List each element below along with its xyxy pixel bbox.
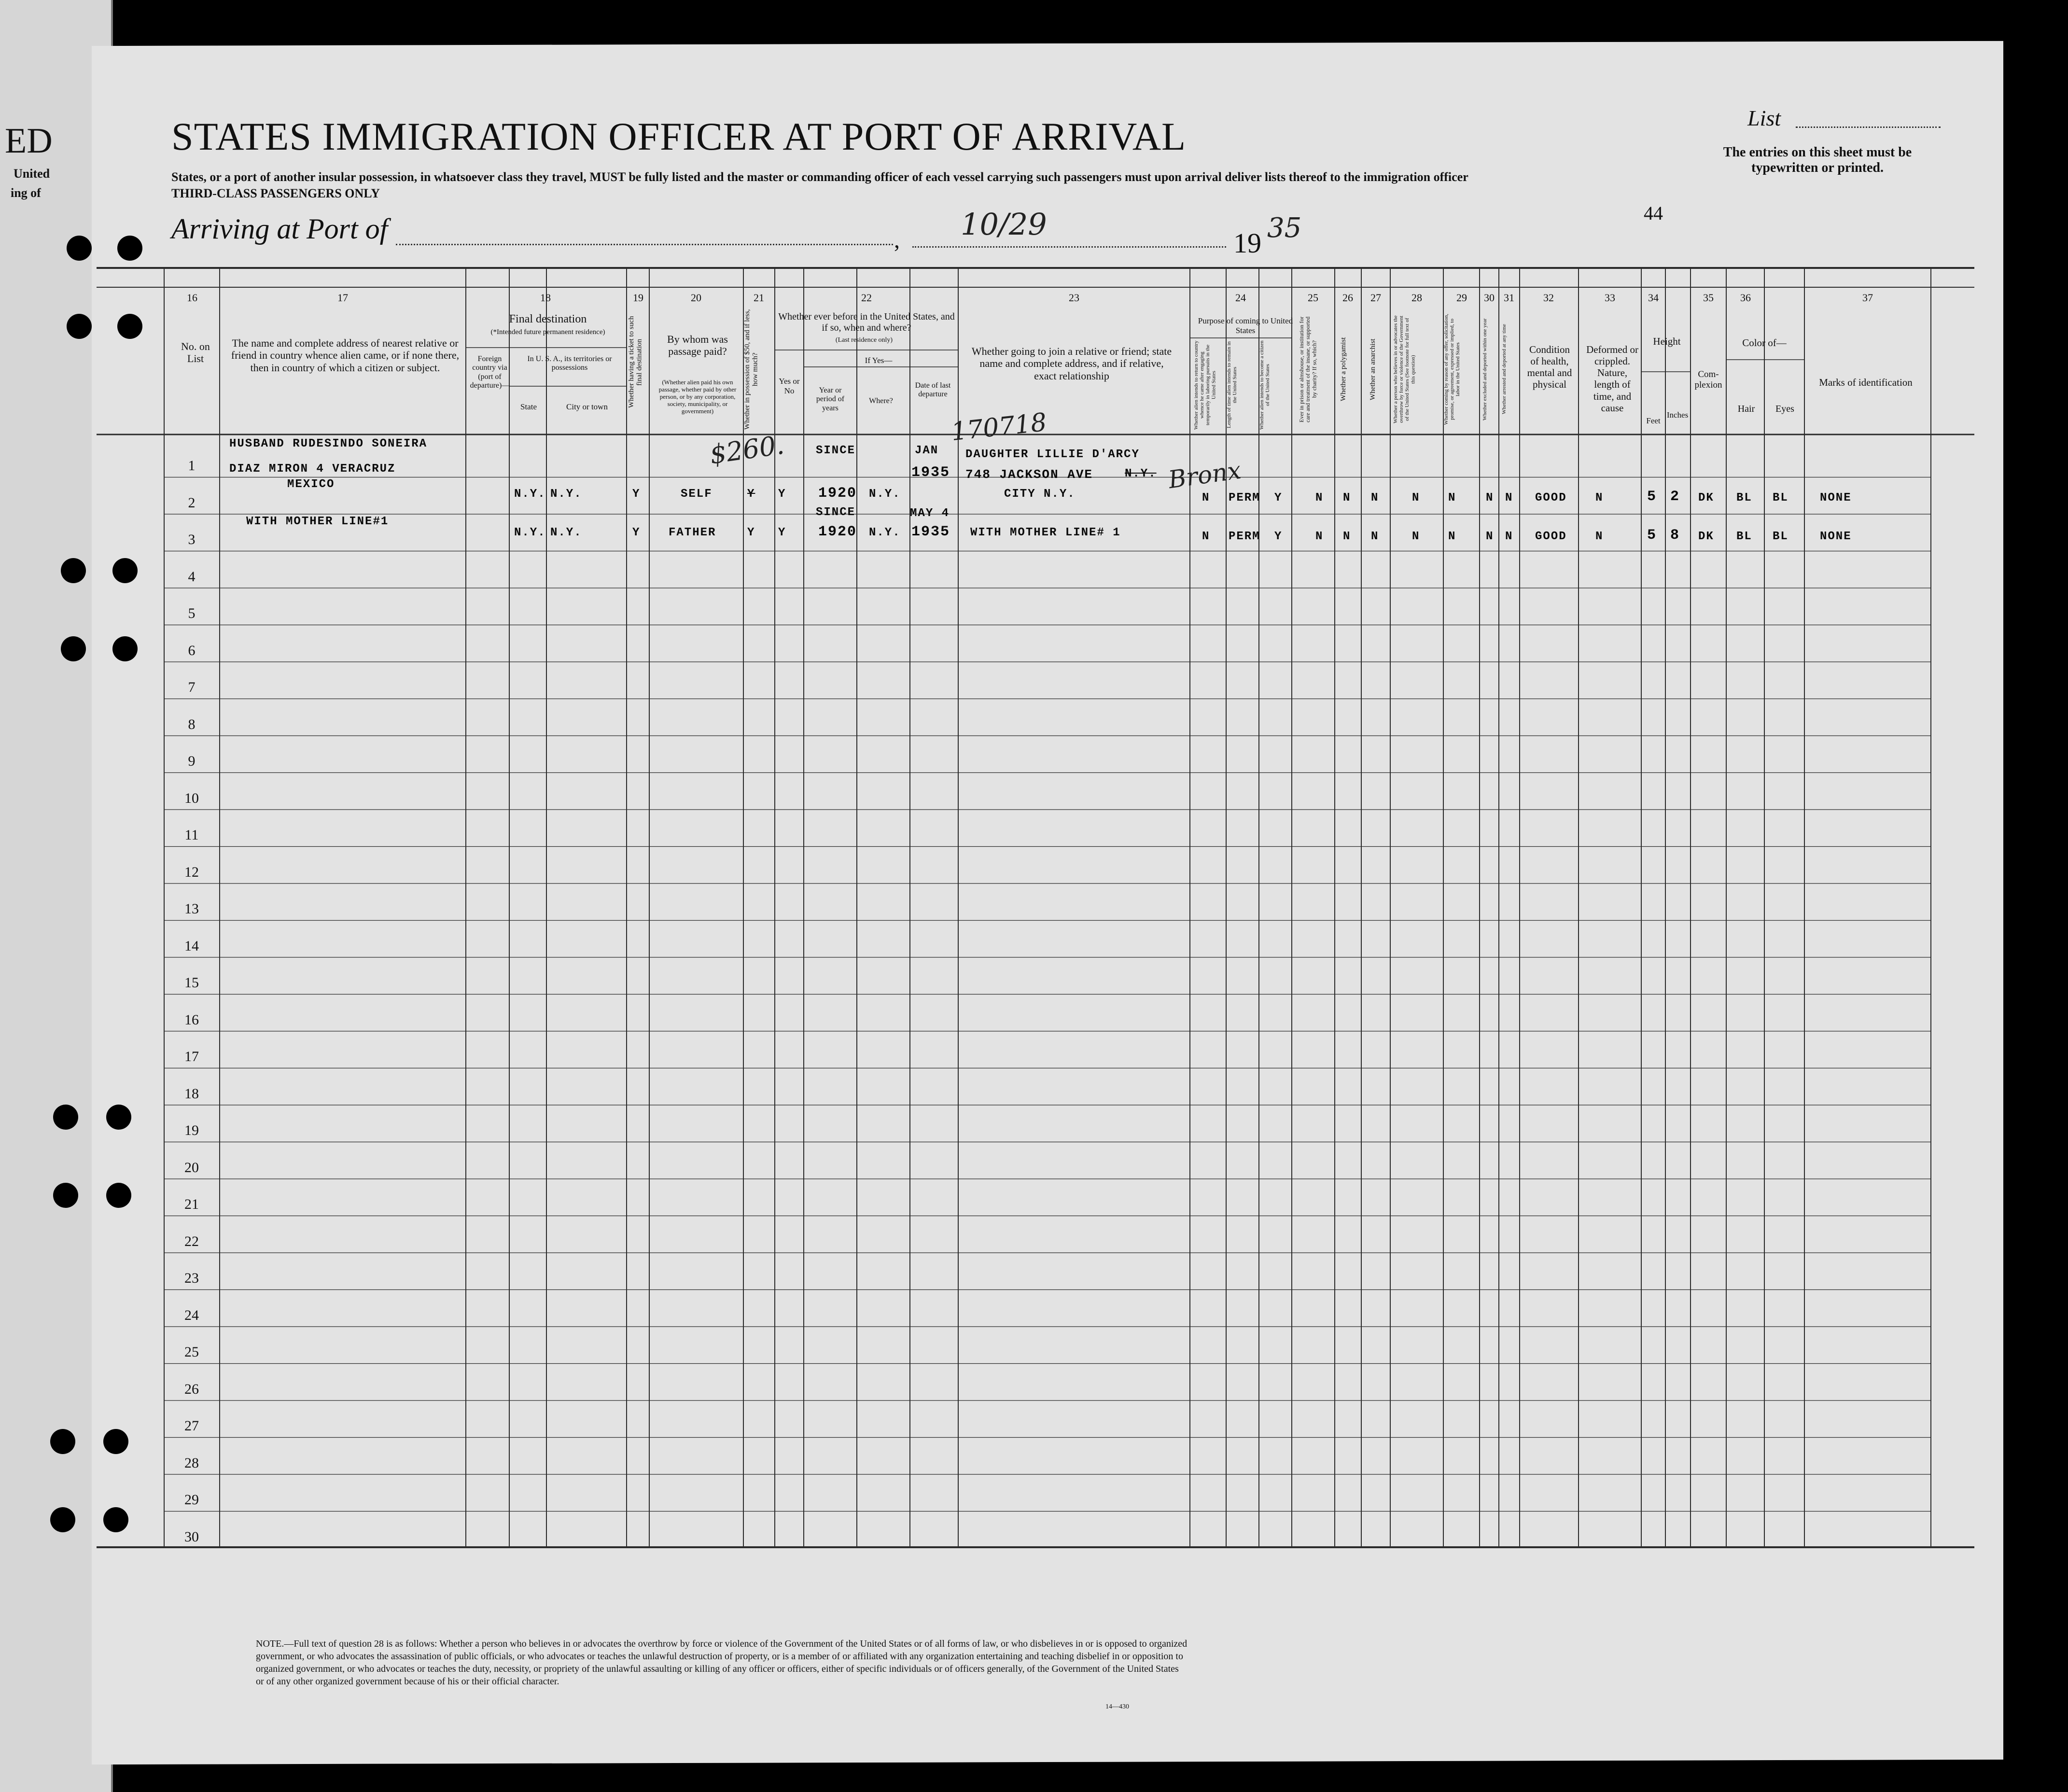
row2-c31: N [1505,530,1513,543]
row1-feet: 5 [1647,489,1657,505]
row1-handwritten-borough: Bronx [1166,456,1243,494]
row1-join-line3: CITY N.Y. [1004,488,1076,501]
margin-fragment-1: ED [5,121,53,161]
row-number: 26 [184,1381,199,1397]
row2-ever-in-us: Y [778,526,786,539]
row2-inches: 8 [1670,527,1680,544]
col18-label: Final destination [509,313,587,325]
column-number-19: 19 [633,292,643,304]
column-number-25: 25 [1308,292,1318,304]
arriving-label: Arriving at Port of [171,213,388,245]
col24-b: Length of time alien intends to remain in the United States [1226,341,1238,429]
row2-relative-line1: WITH MOTHER LINE#1 [246,515,389,528]
column-number-32: 32 [1543,292,1554,304]
row1-relative-line3: MEXICO [287,478,335,491]
form-instruction: States, or a port of another insular possession, in whatsoever class they travel, MUST be fully listed and the master or commanding officer of each vessel carrying such passengers must upon arrival deliver lists thereof to the immigration officer [171,170,1468,184]
row1-c31: N [1505,491,1513,504]
col33-label: Deformed or crippled. Nature, length of time, and cause [1586,344,1638,414]
row-number: 21 [184,1196,199,1212]
col22-yesno: Yes or No [779,377,800,395]
col26-label: Whether a polygamist [1340,337,1347,402]
col34-label: Height [1653,336,1681,347]
row-number: 14 [184,938,199,954]
row-number: 19 [184,1122,199,1138]
row-number: 20 [184,1159,199,1176]
col22-ifyes: If Yes— [865,356,893,365]
list-label: List [1747,106,1781,130]
col24-c: Whether alien intends to become a citizen of the United States [1259,340,1271,430]
col35-label: Com- plexion [1694,369,1722,390]
row2-where: N.Y. [869,526,901,539]
list-number: 44 [1644,202,1663,224]
row1-relative-line2: DIAZ MIRON 4 VERACRUZ [229,462,396,476]
row1-where: N.Y. [869,488,901,501]
column-number-34: 34 [1648,292,1659,304]
col32-label: Condition of health, mental and physical [1527,344,1572,391]
row2-deformed: N [1595,530,1604,543]
row1-ever-in-us: Y [778,488,786,501]
row2-c24b: PERM [1229,530,1260,543]
date-line [912,246,1226,248]
col22-label: Whether ever before in the United States, and if so, when and where? [778,311,955,333]
row1-handwritten-number: 170718 [950,407,1048,447]
col21-label: Whether in possession of $50, and if less, how much? [743,309,759,430]
row-number: 1 [188,458,196,474]
col29-label: Whether coming by reason of any offer, solicitation, promise, or agreement, expressed or implied, to labor in the United States [1443,314,1461,425]
row2-c29: N [1448,530,1456,543]
col37-label: Marks of identification [1819,377,1913,388]
row-number: 8 [188,716,196,732]
row-number: 30 [184,1528,199,1545]
row-number: 28 [184,1455,199,1471]
col30-label: Whether excluded and deported within one year [1482,318,1488,420]
row-number: 5 [188,605,196,621]
col24-label: Purpose of coming to United States [1198,316,1293,335]
row1-eyes: BL [1773,491,1789,504]
row1-relative-line1: HUSBAND RUDESINDO SONEIRA [229,437,428,450]
row2-c24a: N [1202,530,1210,543]
row1-c30: N [1486,491,1494,504]
row-number: 11 [184,827,199,843]
row-number: 13 [184,901,199,917]
col22-where: Where? [869,397,893,405]
column-number-29: 29 [1456,292,1467,304]
col31-label: Whether arrested and deported at any time [1501,324,1507,415]
row1-inches: 2 [1670,489,1680,505]
row-number: 4 [188,568,196,585]
row2-year: 1920 [818,524,857,540]
third-class-label: THIRD-CLASS PASSENGERS ONLY [171,186,380,200]
row2-c30: N [1486,530,1494,543]
row1-deformed: N [1595,491,1604,504]
row1-dep-year: 1935 [911,464,950,481]
column-number-28: 28 [1411,292,1422,304]
row-number: 29 [184,1492,199,1508]
row1-ticket: Y [632,488,641,501]
col18-usa: In U. S. A., its territories or possessions [527,355,612,372]
row2-fifty: Y [747,526,755,539]
col36-hair: Hair [1737,404,1755,414]
col18-foreign: Foreign country via (port of departure)— [470,355,510,390]
column-number-35: 35 [1703,292,1714,304]
row-number: 27 [184,1418,199,1434]
typewritten-note: The entries on this sheet must be typewritten or printed. [1723,145,1912,176]
footnote: NOTE.—Full text of question 28 is as follows: Whether a person who believes in or advocates the overthrow by force or violence of the Government of the United States or of all forms of law, or who disbelieves in or is opposed to organized government, or who advocates the assassination of public officials, or who advocates or teaches the unlawful destruction of property, or is a member of or affiliated with any organization entertaining and teaching disbelief in or opposition to organized government, or who advocates or teaches the duty, necessity, or propriety of the unlawful assaulting or killing of any officer or officers, either of specific individuals or of officers generally, of the Government of the United States or of any other organized government because of his or their official character. [256,1638,1188,1687]
row1-c24a: N [1202,491,1210,504]
row1-state: N.Y. [514,488,546,501]
column-number-21: 21 [754,292,764,304]
row1-dep-month: JAN [915,444,939,457]
column-number-23: 23 [1069,292,1079,304]
column-number-17: 17 [337,292,348,304]
column-number-36: 36 [1740,292,1751,304]
form-number: 14—430 [1105,1703,1129,1710]
row2-dep-year: 1935 [911,524,950,540]
column-number-31: 31 [1504,292,1514,304]
row2-join-line1: WITH MOTHER LINE# 1 [970,526,1121,539]
row-number: 12 [184,864,199,880]
column-number-30: 30 [1484,292,1495,304]
row2-c24c: Y [1274,530,1283,543]
row1-since: SINCE [816,444,856,457]
col19-label: Whether having a ticket to such final destination [628,316,643,408]
row-number: 3 [188,532,196,547]
row2-c26: N [1343,530,1351,543]
column-number-18: 18 [540,292,551,304]
row-number: 22 [184,1233,199,1249]
column-number-33: 33 [1605,292,1615,304]
year-prefix: 19 [1233,227,1261,259]
row-number: 17 [184,1049,199,1064]
row-number: 24 [184,1307,199,1323]
column-number-22: 22 [861,292,872,304]
row1-join-struck: N.Y. [1125,467,1157,480]
col18-state: State [520,402,537,411]
row1-health: GOOD [1535,491,1567,504]
row-number: 16 [184,1011,199,1028]
row1-c24c: Y [1274,491,1283,504]
row-number: 23 [184,1270,199,1286]
row2-complexion: DK [1698,530,1714,543]
col20-label: By whom was passage paid? [667,333,728,358]
row1-hair: BL [1736,491,1752,504]
arriving-port-line [396,244,893,245]
col22-year: Year or period of years [816,386,845,412]
col23-label: Whether going to join a relative or friend; state name and complete address, and if relative, exact relationship [971,345,1172,382]
row1-fifty: Y [747,488,755,501]
column-number-16: 16 [187,292,197,304]
row-number: 2 [188,494,196,511]
col34-inches: Inches [1666,410,1689,420]
col24-a: Whether alien intends to return to country whence he came after engaging temporarily in laboring pursuits in the United States [1193,340,1217,430]
form-title: STATES IMMIGRATION OFFICER AT PORT OF ARRIVAL [171,114,1187,158]
row2-health: GOOD [1535,530,1567,543]
row2-c25: N [1315,530,1324,543]
row1-c28: N [1412,491,1420,504]
row-number: 15 [184,975,199,991]
column-number-27: 27 [1370,292,1381,304]
margin-fragment-2: United [14,167,50,181]
margin-fragment-3: ing of [11,186,41,200]
row2-dep-month: MAY 4 [910,507,950,520]
row1-c26: N [1343,491,1351,504]
row1-c24b: PERM [1229,491,1260,504]
row1-year: 1920 [818,485,857,502]
col27-label: Whether an anarchist [1369,338,1377,400]
col20-sub: (Whether alien paid his own passage, whether paid by other person, or by any corporation, society, municipality, or government) [658,378,737,415]
col36-eyes: Eyes [1775,404,1794,414]
row1-handwritten-amount: $260. [708,429,786,470]
row1-c27: N [1371,491,1379,504]
row2-since: SINCE [816,506,856,519]
column-number-24: 24 [1235,292,1246,304]
col22-sub: (Last residence only) [835,336,893,344]
col28-label: Whether a person who believes in or advocates the overthrow by force or violence of the Government of the United States (See footnote for full text of this question) [1393,315,1416,423]
row1-city: N.Y. [550,488,582,501]
col25-label: Ever in prison or almshouse, or institution for care and treatment of the insane, or supported by charity? If so, which? [1298,316,1318,422]
row2-c27: N [1371,530,1379,543]
row2-state: N.Y. [514,526,546,539]
row2-eyes: BL [1773,530,1789,543]
row1-c25: N [1315,491,1324,504]
row2-hair: BL [1736,530,1752,543]
row-number: 6 [188,642,196,658]
date-comma: , [894,227,900,253]
row-number: 25 [184,1344,199,1360]
row2-city: N.Y. [550,526,582,539]
row-number: 18 [184,1085,199,1102]
row1-complexion: DK [1698,491,1714,504]
handwritten-year: 35 [1267,212,1302,244]
col17-label: The name and complete address of nearest relative or friend in country whence alien came, or if none there, then in country of which a citizen or subject. [231,337,460,374]
col16-label: No. on List [181,340,210,365]
row-number: 7 [188,679,196,695]
column-number-26: 26 [1342,292,1353,304]
row2-paid-by: FATHER [669,526,716,539]
row2-ticket: Y [632,526,641,539]
row1-paid-by: SELF [681,488,713,501]
row1-join-line1: DAUGHTER LILLIE D'ARCY [965,448,1140,461]
list-line [1796,126,1941,128]
row-number: 9 [188,753,196,769]
col18-city: City or town [566,402,608,411]
col36-label: Color of— [1742,337,1787,349]
column-number-20: 20 [691,292,701,304]
row1-join-line2: 748 JACKSON AVE [965,467,1093,482]
handwritten-date: 10/29 [961,207,1047,242]
row2-feet: 5 [1647,527,1657,544]
row2-marks: NONE [1820,530,1852,543]
row-number: 10 [184,790,199,806]
row1-marks: NONE [1820,491,1852,504]
row1-c29: N [1448,491,1456,504]
column-number-37: 37 [1862,292,1873,304]
col18-sub: (*Intended future permanent residence) [490,328,605,336]
row2-c28: N [1412,530,1420,543]
col22-date: Date of last departure [915,381,951,399]
col34-feet: Feet [1646,416,1661,425]
